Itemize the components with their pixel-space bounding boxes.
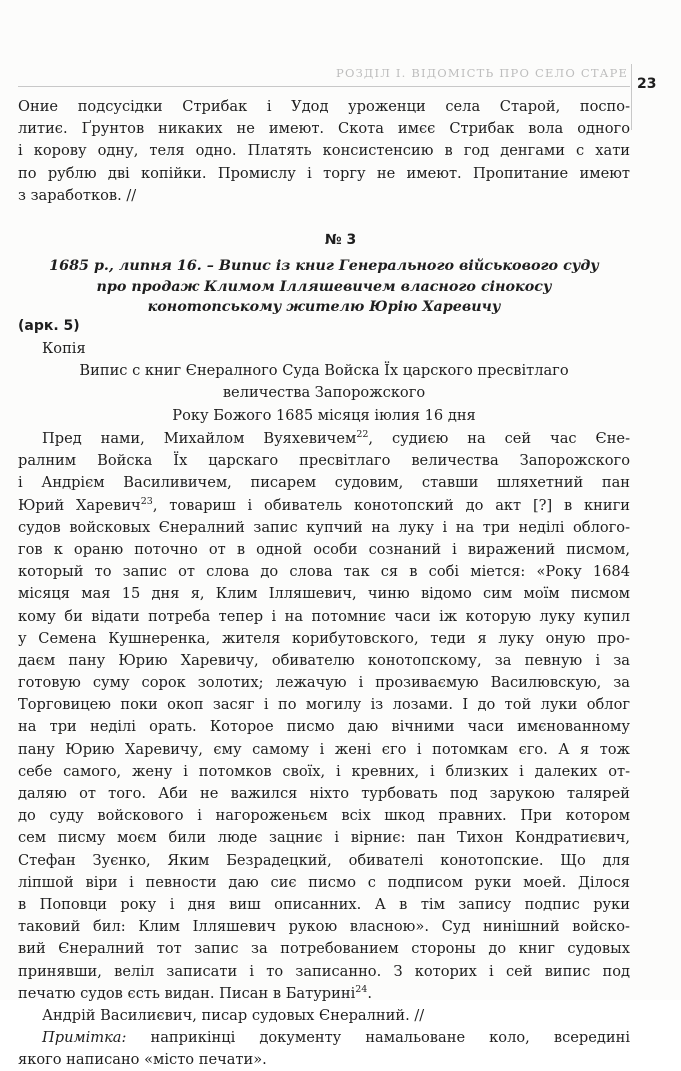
text-line: ліпшой віри і певности даю сиє писмо с подписом руки моей. Ділося — [18, 873, 630, 891]
running-title: РОЗДІЛ І. ВІДОМІСТЬ ПРО СЕЛО СТАРЕ — [336, 66, 629, 80]
text-line: сем писму моєм били люде зацниє і вірниє: пан Тихон Кондратиєвич, — [18, 829, 630, 847]
text-line: судов войсковых Єнералний запис купчий на луку і на три неділі облого- — [18, 518, 630, 536]
text-run: , товариш і обиватель конотопский до акт [?] в книги — [152, 496, 630, 514]
text-run: Юрий Харевич — [18, 496, 141, 514]
text-line — [18, 428, 630, 450]
text-line: себе самого, жену і потомков своїх, і кревних, і близких і далеких от- — [18, 762, 630, 780]
text-line: і Андрієм Василивичем, писарем судовим, ставши шляхетний пан — [18, 474, 630, 492]
text-line: на три неділі орать. Которое писмо даю вічними часи имєнованному — [18, 718, 630, 736]
note-line — [18, 1027, 630, 1049]
continuation-paragraph — [18, 96, 630, 207]
text-line: по рублю дві копійки. Промислу і торгу не имеют. Пропитание имеют — [18, 164, 630, 182]
page-number: 23 — [637, 76, 657, 92]
text-line: Оние подсусідки Стрибак і Удод уроженци села Старой, поспо- — [18, 98, 630, 115]
footnote-ref: 22 — [356, 429, 369, 440]
heading-line: Випис с книг Єнералного Суда Войска Їх царского пресвітлаго — [79, 362, 569, 380]
text-run: , судиєю на сей час Єне- — [368, 430, 630, 447]
document-body — [18, 428, 630, 1071]
title-line: конотопському жителю Юрію Харевичу — [147, 299, 501, 315]
signature-line: Андрій Василиєвич, писар судовых Єнералний. // — [42, 1006, 425, 1024]
text-line: Стефан Зуєнко, Яким Безрадецкий, обивателі конотопские. Що для — [18, 851, 630, 869]
heading-line: величества Запорожского — [222, 384, 426, 402]
text-line: місяця мая 15 дня я, Клим Ілляшевич, чиню відомо сим моїм писмом — [18, 585, 630, 603]
title-line: про продаж Климом Ілляшевичем власного сінокосу — [96, 278, 552, 295]
note-line: якого написано «місто печати». — [18, 1051, 267, 1069]
footnote-ref: 24 — [355, 983, 368, 995]
text-line — [18, 495, 630, 517]
text-line: печатю судов єсть видан. Писан в Батурині$^{24}$. — [18, 983, 372, 1002]
text-line: з заработков. // — [18, 186, 137, 204]
text-run: печатю судов єсть видан. Писан в Батурині — [18, 984, 356, 1002]
document-title — [18, 256, 630, 318]
text-line: і корову одну, теля одно. Платять консистенсию в год денгами с хати — [18, 142, 630, 160]
text-line: даляю от того. Аби не важился ніхто турбовать под зарукою талярей — [18, 785, 630, 802]
text-line: Торговицею поки окоп засяг і по могилу із лозами. І до той луки облог — [18, 696, 630, 714]
text-line: который то запис от слова до слова так ся в собі міется: «Року 1684 — [18, 563, 630, 581]
text-line: ралним Войска Їх царскаго пресвітлаго величества Запорожского — [18, 452, 630, 470]
header-rule — [18, 86, 630, 87]
text-line: в Поповци року і дня виш описанних. А в тім запису подпис руки — [18, 895, 630, 913]
text-line: кому би відати потреба тепер і на потомниє часи іж которую луку купил — [18, 607, 630, 625]
document-heading — [18, 338, 630, 427]
heading-line: Копія — [42, 340, 86, 357]
text-run: Пред нами, Михайлом Вуяхевичем — [42, 430, 357, 447]
text-line: принявши, веліл записати і то записанно. З которих і сей випис под — [18, 962, 630, 980]
note-label: Примітка: — [42, 1029, 127, 1047]
text-line: готовую суму сорок золотих; лежачую і прозиваємую Василювскую, за — [18, 674, 630, 692]
text-run: наприкінці документу намальоване коло, всередині — [126, 1029, 630, 1047]
footnote-ref: 23 — [140, 495, 153, 507]
text-line: таковий бил: Клим Ілляшевич рукою власною». Суд нинішний войско- — [18, 918, 630, 936]
text-line: литиє. Ґрунтов никаких не имеют. Скота имєє Стрибак вола одного — [18, 120, 630, 138]
text-line: пану Юрию Харевичу, єму самому і жені єго і потомкам єго. А я тож — [18, 740, 630, 758]
text-line: даєм пану Юрию Харевичу, обивателю конотопскому, за певную і за — [18, 651, 630, 669]
heading-line: Року Божого 1685 місяця іюлия 16 дня — [172, 406, 476, 424]
text-line: у Семена Кушнеренка, жителя корибутовского, теди я луку оную про- — [18, 629, 630, 647]
document-number: № 3 — [324, 232, 357, 248]
text-line: вий Єнералний тот запис за потребованием стороны до книг судовых — [18, 940, 630, 958]
margin-rule — [631, 64, 632, 130]
text-line: до суду войскового і нагороженьєм всіх шкод правних. При котором — [18, 807, 630, 825]
title-line: 1685 р., липня 16. – Випис із книг Генерального військового суду — [49, 258, 599, 274]
text-line: гов к ораню поточно от в одной особи сознаний і виражений писмом, — [18, 540, 630, 558]
archive-reference: (арк. 5) — [18, 318, 80, 334]
